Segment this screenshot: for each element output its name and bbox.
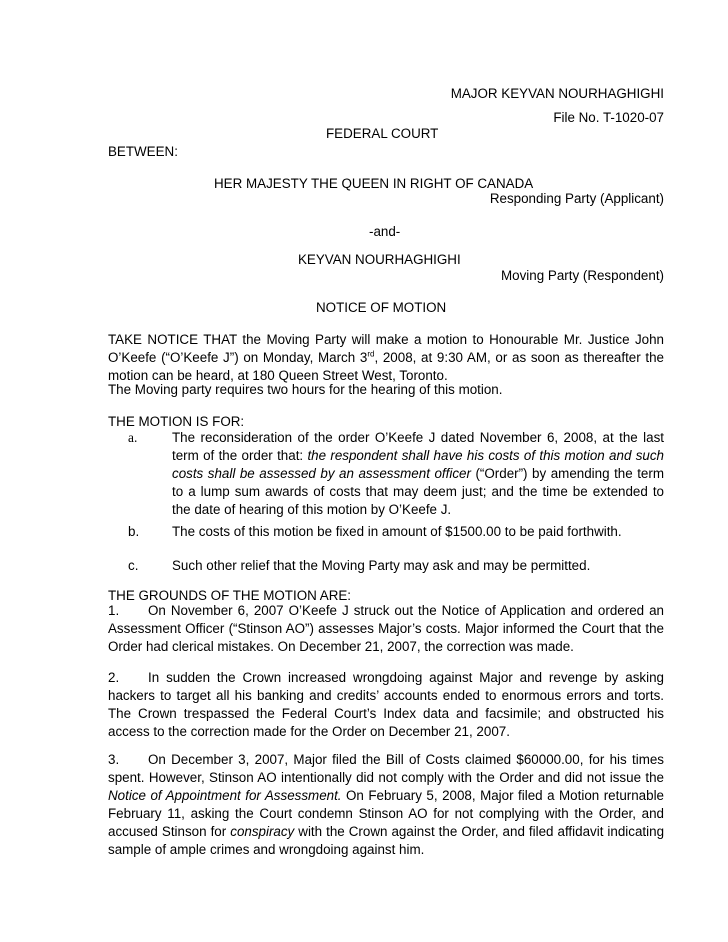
take-notice-superscript: rd xyxy=(367,349,375,359)
item-a-marker: a. xyxy=(128,430,138,445)
item-c-marker: c. xyxy=(128,558,139,573)
item-a-italic: the respondent shall have his costs of this motion and such costs shall be assessed by an assessment officer xyxy=(172,448,664,481)
take-notice-text-b: , 2008, at 9:30 AM, or as soon as thereafter the motion can be heard, at 180 Queen Street West, Toronto. xyxy=(108,350,664,383)
item-a-text-a: The reconsideration of the order O’Keefe J dated November 6, 2008, at the last term of the order that: xyxy=(172,430,664,463)
ground-3-italic-2: conspiracy xyxy=(230,824,295,839)
applicant-name: HER MAJESTY THE QUEEN IN RIGHT OF CANADA xyxy=(214,176,534,191)
motion-item-a xyxy=(172,429,664,519)
motion-item-b: The costs of this motion be fixed in amount of $1500.00 to be paid forthwith. xyxy=(172,524,622,539)
ground-3-text-a: On December 3, 2007, Major filed the Bill of Costs claimed $60000.00, for his times spent. However, Stinson AO intentionally did not comply with the Order and did not issue the xyxy=(108,752,664,785)
file-number: File No. T-1020-07 xyxy=(553,110,664,125)
ground-3-text-c: with the Crown against the Order, and filed affidavit indicating sample of ample crimes and wrongdoing against him. xyxy=(108,824,665,857)
ground-3 xyxy=(108,751,664,859)
respondent-role: Moving Party (Respondent) xyxy=(501,268,664,283)
author-name: MAJOR KEYVAN NOURHAGHIGHI xyxy=(450,86,664,101)
ground-3-italic-1: Notice of Appointment for Assessment. xyxy=(108,788,342,803)
ground-2-text: In sudden the Crown increased wrongdoing against Major and revenge by asking hackers to target all his banking and credits’ accounts ended to enormous errors and torts. The Crown trespassed the Federal Court’s Index data and facsimile; and obstructed his access to the correction made for the Order on December 21, 2007. xyxy=(108,670,664,739)
ground-1-text: On November 6, 2007 O’Keefe J struck out the Notice of Application and ordered an Assessment Officer (“Stinson AO”) assesses Major’s costs. Major informed the Court that the Order had clerical mistakes. On December 21, 2007, the correction was made. xyxy=(108,603,664,654)
applicant-role: Responding Party (Applicant) xyxy=(489,191,664,206)
between-label: BETWEEN: xyxy=(108,144,178,159)
ground-3-number: 3. xyxy=(108,752,120,767)
motion-item-c: Such other relief that the Moving Party may ask and may be permitted. xyxy=(172,558,591,573)
ground-2-number: 2. xyxy=(108,670,120,685)
item-b-marker: b. xyxy=(128,524,140,539)
item-a-text-b: (“Order”) by amending the term to a lump sum awards of costs that may deem just; and the time be extended to the date of hearing of this motion by O’Keefe J. xyxy=(172,466,664,517)
motion-heading: THE MOTION IS FOR: xyxy=(108,414,245,429)
ground-3-text-b: On February 5, 2008, Major filed a Motion returnable February 11, asking the Court condemn Stinson AO for not complying with the Order, and accused Stinson for xyxy=(108,788,664,839)
and-separator: -and- xyxy=(369,224,401,239)
ground-1-number: 1. xyxy=(108,603,120,618)
grounds-heading: THE GROUNDS OF THE MOTION ARE: xyxy=(108,588,352,603)
ground-2 xyxy=(108,669,664,741)
take-notice-paragraph xyxy=(108,331,664,385)
court-name: FEDERAL COURT xyxy=(326,126,439,141)
ground-1 xyxy=(108,602,664,656)
hearing-duration: The Moving party requires two hours for the hearing of this motion. xyxy=(108,382,503,397)
respondent-name: KEYVAN NOURHAGHIGHI xyxy=(298,252,461,267)
take-notice-text-a: TAKE NOTICE THAT the Moving Party will make a motion to Honourable Mr. Justice John O’Keefe (“O’Keefe J”) on Monday, March 3 xyxy=(108,332,664,365)
document-title: NOTICE OF MOTION xyxy=(316,300,447,315)
